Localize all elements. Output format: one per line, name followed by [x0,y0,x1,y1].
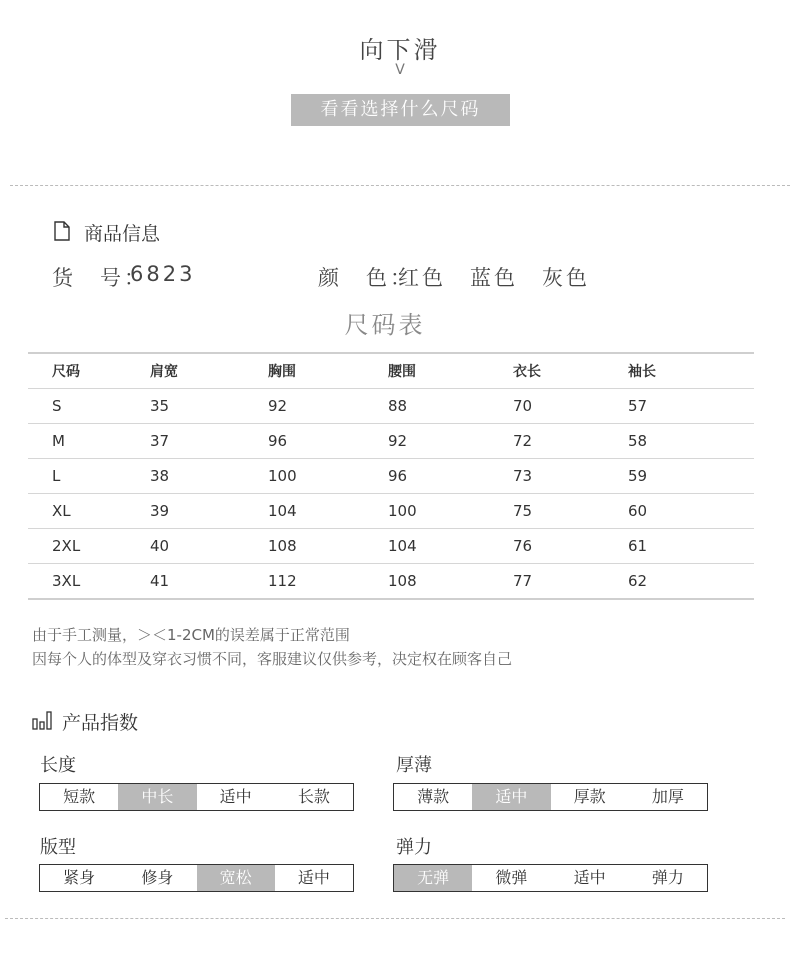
table-cell: 40 [150,529,268,564]
color-options: 红色 蓝色 灰色 [398,266,590,290]
chevron-down-icon: V [395,62,405,78]
table-row [28,424,754,459]
size-table [28,352,754,600]
column-header: 肩宽 [150,353,268,389]
table-cell: 38 [150,459,268,494]
table-cell: 73 [513,459,628,494]
size-chart-title: 尺码表 [344,311,426,339]
elasticity-option: 适中 [573,868,606,887]
table-cell: 100 [268,459,388,494]
length-option: 长款 [297,787,330,806]
table-row [28,529,754,564]
column-header: 袖长 [628,353,754,389]
table-row [28,389,754,424]
table-cell: 57 [628,389,754,424]
divider-top [10,185,790,186]
item-number: 6823 [130,262,196,286]
elasticity-option: 弹力 [651,868,684,887]
table-row [28,459,754,494]
thickness-scale [393,783,708,811]
column-header: 胸围 [268,353,388,389]
thickness-option: 加厚 [651,787,684,806]
fit-option-selected: 宽松 [197,865,275,891]
table-cell: 35 [150,389,268,424]
thickness-option-selected: 适中 [472,784,550,810]
table-cell: 112 [268,564,388,600]
table-cell: 58 [628,424,754,459]
thickness-label: 厚薄 [396,755,432,776]
divider-bottom [5,918,785,919]
table-cell: 108 [388,564,513,600]
table-cell: 70 [513,389,628,424]
table-cell: 92 [388,424,513,459]
thickness-option: 厚款 [573,787,606,806]
table-cell: L [28,459,150,494]
document-icon [54,221,70,241]
table-cell: 88 [388,389,513,424]
length-label: 长度 [40,755,76,776]
fit-scale [39,864,354,892]
table-cell: 77 [513,564,628,600]
table-cell: 104 [268,494,388,529]
table-cell: S [28,389,150,424]
color-label: 颜 色： [318,266,414,290]
table-cell: XL [28,494,150,529]
length-option-selected: 中长 [118,784,196,810]
fit-option: 适中 [297,868,330,887]
scroll-hint-title: 向下滑 [359,36,441,64]
column-header: 腰围 [388,353,513,389]
fit-option: 紧身 [63,868,96,887]
table-cell: 60 [628,494,754,529]
table-cell: 37 [150,424,268,459]
table-cell: 76 [513,529,628,564]
product-index-heading: 产品指数 [62,712,139,734]
table-cell: 96 [388,459,513,494]
table-cell: 39 [150,494,268,529]
length-option: 适中 [219,787,252,806]
table-cell: 72 [513,424,628,459]
length-scale [39,783,354,811]
item-number-label: 货 号： [52,266,148,290]
column-header: 尺码 [28,353,150,389]
table-cell: 61 [628,529,754,564]
product-info-heading: 商品信息 [84,223,161,245]
elasticity-label: 弹力 [396,837,432,858]
elasticity-option-selected: 无弹 [394,865,472,891]
fit-label: 版型 [40,837,76,858]
column-header: 衣长 [513,353,628,389]
elasticity-option: 微弹 [495,868,528,887]
length-option: 短款 [63,787,96,806]
table-cell: M [28,424,150,459]
table-row [28,494,754,529]
advice-note: 因每个人的体型及穿衣习惯不同，客服建议仅供参考，决定权在顾客自己 [32,650,513,668]
table-cell: 3XL [28,564,150,600]
table-cell: 108 [268,529,388,564]
size-guide-button[interactable]: 看看选择什么尺码 [291,94,510,126]
bar-chart-icon [32,710,52,730]
table-cell: 59 [628,459,754,494]
fit-option: 修身 [141,868,174,887]
table-cell: 92 [268,389,388,424]
table-cell: 100 [388,494,513,529]
table-cell: 96 [268,424,388,459]
table-cell: 75 [513,494,628,529]
table-row [28,564,754,600]
elasticity-scale [393,864,708,892]
table-cell: 2XL [28,529,150,564]
measurement-note: 由于手工测量，＞＜1-2CM的误差属于正常范围 [32,626,350,644]
table-cell: 41 [150,564,268,600]
thickness-option: 薄款 [417,787,450,806]
table-cell: 62 [628,564,754,600]
table-header-row [28,353,754,389]
table-cell: 104 [388,529,513,564]
